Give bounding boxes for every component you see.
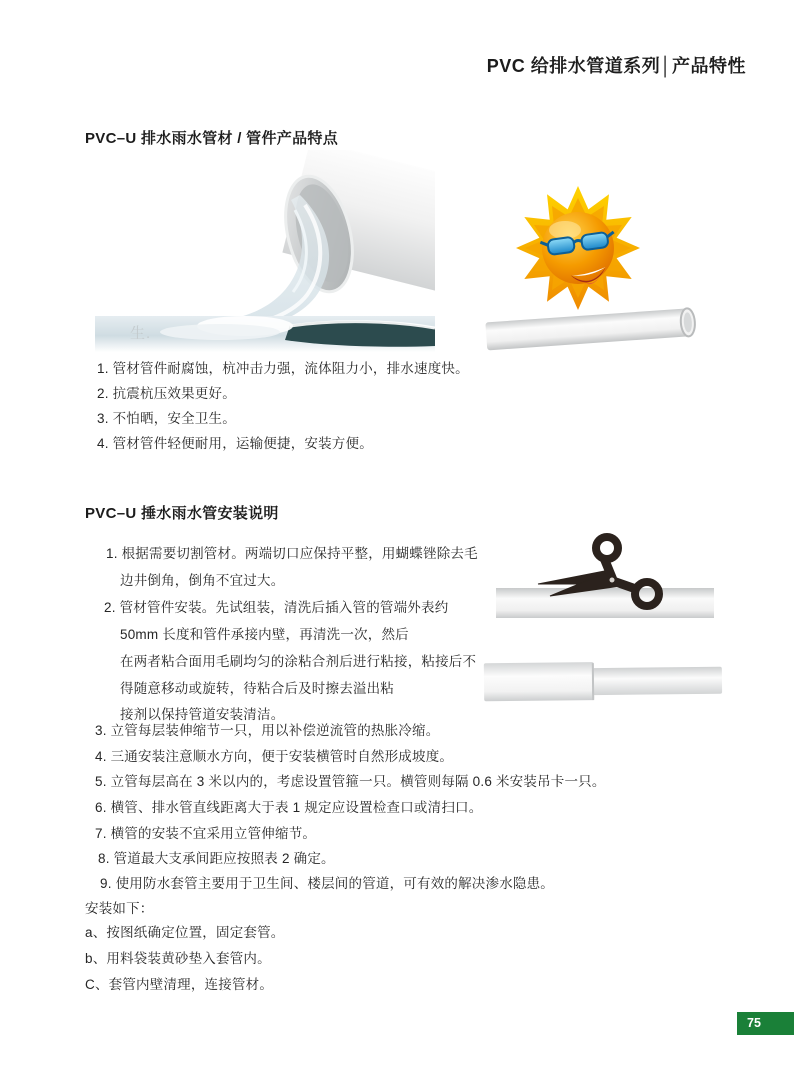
- install-step-line: 得随意移动或旋转，待粘合后及时擦去溢出粘: [120, 681, 394, 696]
- install-step-line: 接剂以保持管道安装清洁。: [120, 707, 285, 722]
- install-step: 7. 横管的安装不宜采用立管伸缩节。: [95, 826, 317, 841]
- feature-item: 3. 不怕晒，安全卫生。: [97, 411, 236, 426]
- install-sub-step: C、套管内壁清理，连接管材。: [85, 977, 274, 992]
- install-sub-step: a、按图纸确定位置，固定套管。: [85, 925, 285, 940]
- install-step: 9. 使用防水套管主要用于卫生间、楼层间的管道，可有效的解决渗水隐患。: [100, 876, 555, 891]
- page-number-badge: 75: [737, 1012, 794, 1035]
- sun-cartoon-icon: [503, 186, 653, 314]
- install-step-line: 2. 管材管件安装。先试组装，清洗后插入管的管端外表约: [104, 600, 449, 615]
- install-step: 3. 立管每层装伸缩节一只，用以补偿逆流管的热胀冷缩。: [95, 723, 440, 738]
- install-step: 6. 横管、排水管直线距离大于表 1 规定应设置检查口或清扫口。: [95, 800, 483, 815]
- watermark-text: 生.: [130, 325, 152, 342]
- install-step-line: 1. 根据需要切割管材。两端切口应保持平整，用蝴蝶锉除去毛: [106, 546, 478, 561]
- feature-item: 2. 抗震杭压效果更好。: [97, 386, 236, 401]
- install-step-line: 边井倒角，倒角不宜过大。: [120, 573, 285, 588]
- pipe-joint-image: [482, 646, 724, 718]
- feature-item: 1. 管材管件耐腐蚀，杭冲击力强，流体阻力小，排水速度快。: [97, 361, 469, 376]
- install-step-line: 50mm 长度和管件承接内壁，再清洗一次，然后: [120, 627, 409, 642]
- feature-item: 4. 管材管件轻便耐用，运输便捷，安装方便。: [97, 436, 373, 451]
- page-title: PVC 给排水管道系列│产品特性: [486, 56, 746, 76]
- install-step: 4. 三通安装注意顺水方向，便于安装横管时自然形成坡度。: [95, 749, 454, 764]
- install-step: 8. 管道最大支承间距应按照表 2 确定。: [98, 851, 335, 866]
- install-sub-step: b、用料袋装黄砂垫入套管内。: [85, 951, 271, 966]
- section-features-title: PVC–U 排水雨水管材 / 管件产品特点: [85, 130, 338, 147]
- install-note: 安装如下：: [85, 901, 154, 916]
- install-step: 5. 立管每层高在 3 米以内的，考虑设置管箍一只。横管则每隔 0.6 米安装吊卡一只。: [95, 774, 606, 789]
- pvc-pipe-image: [482, 303, 704, 353]
- section-install-title: PVC–U 捶水雨水管安装说明: [85, 505, 279, 522]
- install-step-line: 在两者粘合面用毛刷均匀的涂粘合剂后进行粘接，粘接后不: [120, 654, 477, 669]
- scissors-cutting-pipe-image: [494, 532, 716, 628]
